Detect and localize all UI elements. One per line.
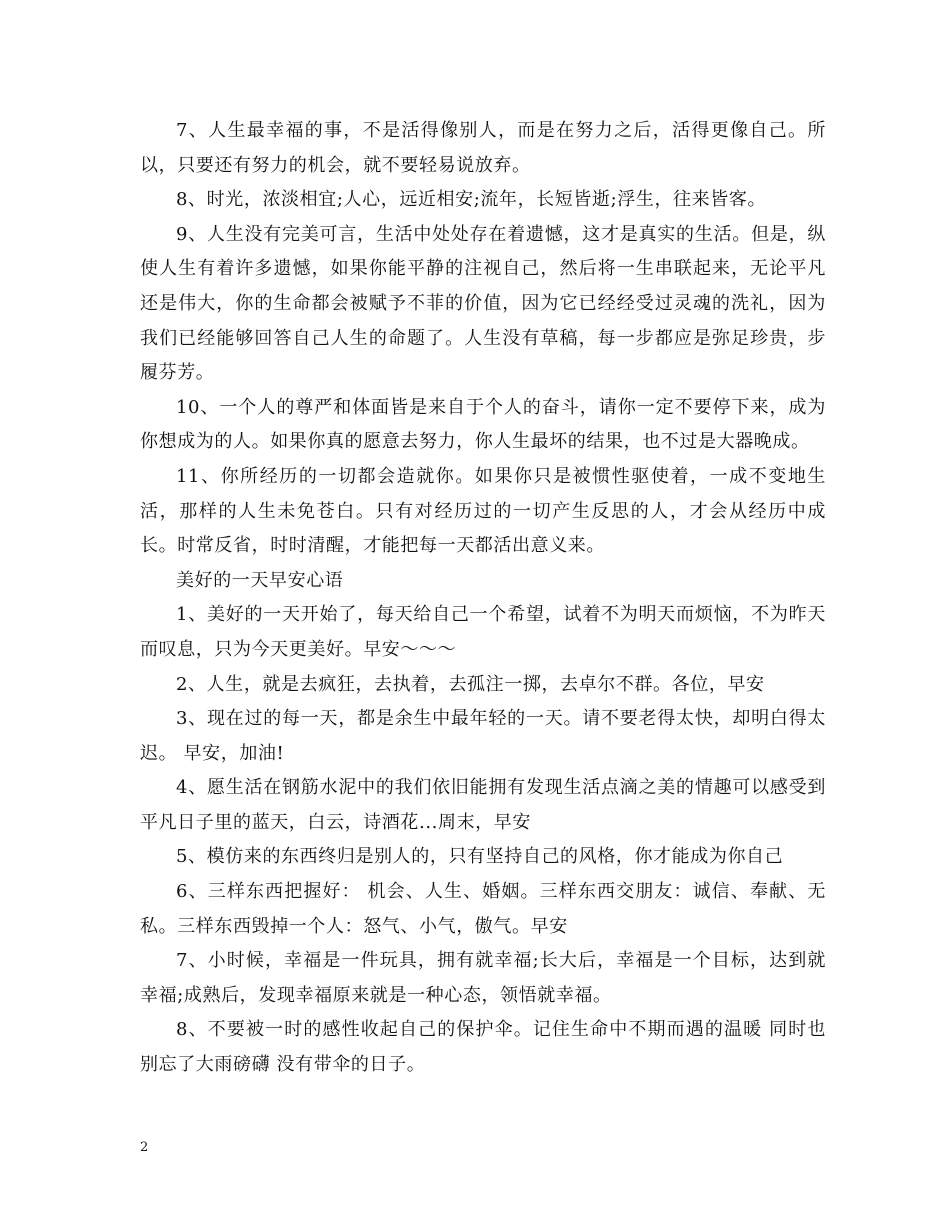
paragraph: 7、小时候，幸福是一件玩具，拥有就幸福;长大后，幸福是一个目标，达到就幸福;成熟后，发现幸福原来就是一种心态，领悟就幸福。 xyxy=(140,950,826,1006)
paragraph: 3、现在过的每一天，都是余生中最年轻的一天。请不要老得太快，却明白得太迟。 早安，加油! xyxy=(140,708,826,764)
paragraph: 8、时光，浓淡相宜;人心，远近相安;流年，长短皆逝;浮生，往来皆客。 xyxy=(176,189,767,211)
paragraph: 4、愿生活在钢筋水泥中的我们依旧能拥有发现生活点滴之美的情趣可以感受到平凡日子里的蓝天，白云，诗酒花...周末，早安 xyxy=(140,777,826,833)
paragraph: 6、三样东西把握好： 机会、人生、婚姻。三样东西交朋友：诚信、奉献、无私。三样东西毁掉一个人：怒气、小气，傲气。早安 xyxy=(140,881,826,937)
body-text xyxy=(140,114,826,1083)
section-heading: 美好的一天早安心语 xyxy=(176,569,344,591)
paragraph: 11、你所经历的一切都会造就你。如果你只是被惯性驱使着，一成不变地生活，那样的人生未免苍白。只有对经历过的一切产生反思的人，才会从经历中成长。时常反省，时时清醒，才能把每一天都活出意义来。 xyxy=(140,465,826,557)
paragraph: 1、美好的一天开始了，每天给自己一个希望，试着不为明天而烦恼，不为昨天而叹息，只为今天更美好。早安～～～ xyxy=(140,604,826,660)
paragraph: 9、人生没有完美可言，生活中处处存在着遗憾，这才是真实的生活。但是，纵使人生有着许多遗憾，如果你能平静的注视自己，然后将一生串联起来，无论平凡还是伟大，你的生命都会被赋予不菲的价值，因为它已经经受过灵魂的洗礼，因为我们已经能够回答自己人生的命题了。人生没有草稿，每一步都应是弥足珍贵，步履芬芳。 xyxy=(140,223,826,384)
paragraph: 5、模仿来的东西终归是别人的，只有坚持自己的风格，你才能成为你自己 xyxy=(176,846,784,868)
paragraph: 7、人生最幸福的事，不是活得像别人，而是在努力之后，活得更像自己。所以，只要还有努力的机会，就不要轻易说放弃。 xyxy=(140,120,826,176)
paragraph: 8、不要被一时的感性收起自己的保护伞。记住生命中不期而遇的温暖 同时也别忘了大雨磅礴 没有带伞的日子。 xyxy=(140,1019,826,1076)
page-number: 2 xyxy=(140,1140,149,1155)
paragraph: 2、人生，就是去疯狂，去执着，去孤注一掷，去卓尔不群。各位，早安 xyxy=(176,673,765,695)
paragraph: 10、一个人的尊严和体面皆是来自于个人的奋斗，请你一定不要停下来，成为你想成为的人。如果你真的愿意去努力，你人生最坏的结果，也不过是大器晚成。 xyxy=(140,396,826,453)
